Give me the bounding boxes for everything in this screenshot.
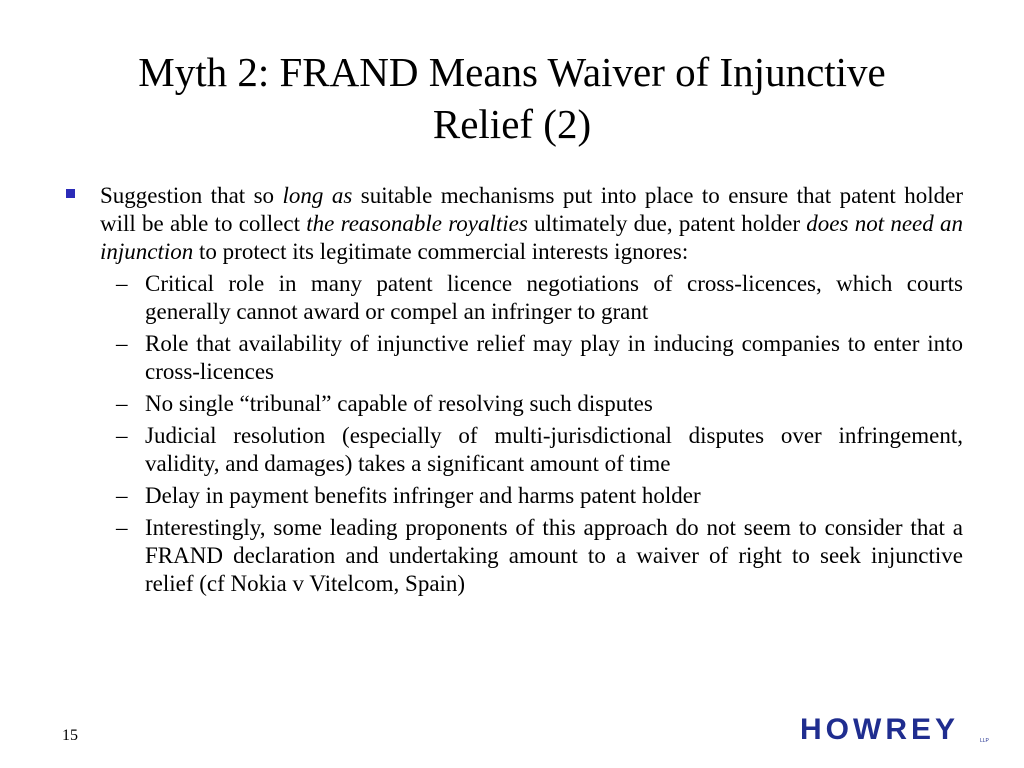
bullet-text-3: ultimately due, patent holder xyxy=(527,211,807,236)
dash-marker: – xyxy=(116,483,128,508)
dash-marker: – xyxy=(116,331,128,356)
logo-suffix: LLP xyxy=(980,738,989,744)
slide-body xyxy=(66,182,963,602)
bullet-text-1: Suggestion that so xyxy=(100,183,283,208)
sub-bullet-text: Interestingly, some leading proponents of this approach do not seem to consider that a FRAND declaration and undertaking amount to a waiver of right to seek injunctive relief (cf Nokia v Vitelcom, Spain) xyxy=(145,515,963,596)
sub-bullet xyxy=(66,422,963,478)
bullet-text-italic-royalties: the reasonable royalties xyxy=(306,211,528,236)
sub-bullet xyxy=(66,514,963,598)
square-bullet-icon xyxy=(66,189,75,198)
sub-bullet-text: Judicial resolution (especially of multi-jurisdictional disputes over infringement, validity, and damages) takes a significant amount of time xyxy=(145,423,963,476)
bullet-text-italic-long-as: long as xyxy=(282,183,353,208)
sub-bullet xyxy=(66,390,963,418)
sub-bullet xyxy=(66,330,963,386)
howrey-logo: HOWREY xyxy=(800,713,959,746)
bullet-text-4: to protect its legitimate commercial interests ignores: xyxy=(193,239,689,264)
main-bullet xyxy=(66,182,963,266)
sub-bullet-text: Delay in payment benefits infringer and harms patent holder xyxy=(145,483,701,508)
title-line-1: Myth 2: FRAND Means Waiver of Injunctive xyxy=(138,49,886,95)
sub-bullet-text: Role that availability of injunctive relief may play in inducing companies to enter into cross-licences xyxy=(145,331,963,384)
dash-marker: – xyxy=(116,271,128,296)
bullet-text-2: suitable mechanisms put into place to ensure that patent holder will be able to collect xyxy=(100,183,963,236)
sub-bullet xyxy=(66,482,963,510)
dash-marker: – xyxy=(116,391,128,416)
dash-marker: – xyxy=(116,423,128,448)
sub-bullet-text: Critical role in many patent licence negotiations of cross-licences, which courts generally cannot award or compel an infringer to grant xyxy=(145,271,963,324)
bullet-text-italic-injunction: does not need an injunction xyxy=(100,211,964,264)
sub-bullet xyxy=(66,270,963,326)
title-line-2: Relief (2) xyxy=(432,101,592,147)
sub-bullet-text: No single “tribunal” capable of resolving such disputes xyxy=(145,391,653,416)
slide-number: 15 xyxy=(62,727,78,744)
sub-bullet-list xyxy=(66,270,963,598)
slide-title xyxy=(60,46,964,150)
dash-marker: – xyxy=(116,515,128,540)
